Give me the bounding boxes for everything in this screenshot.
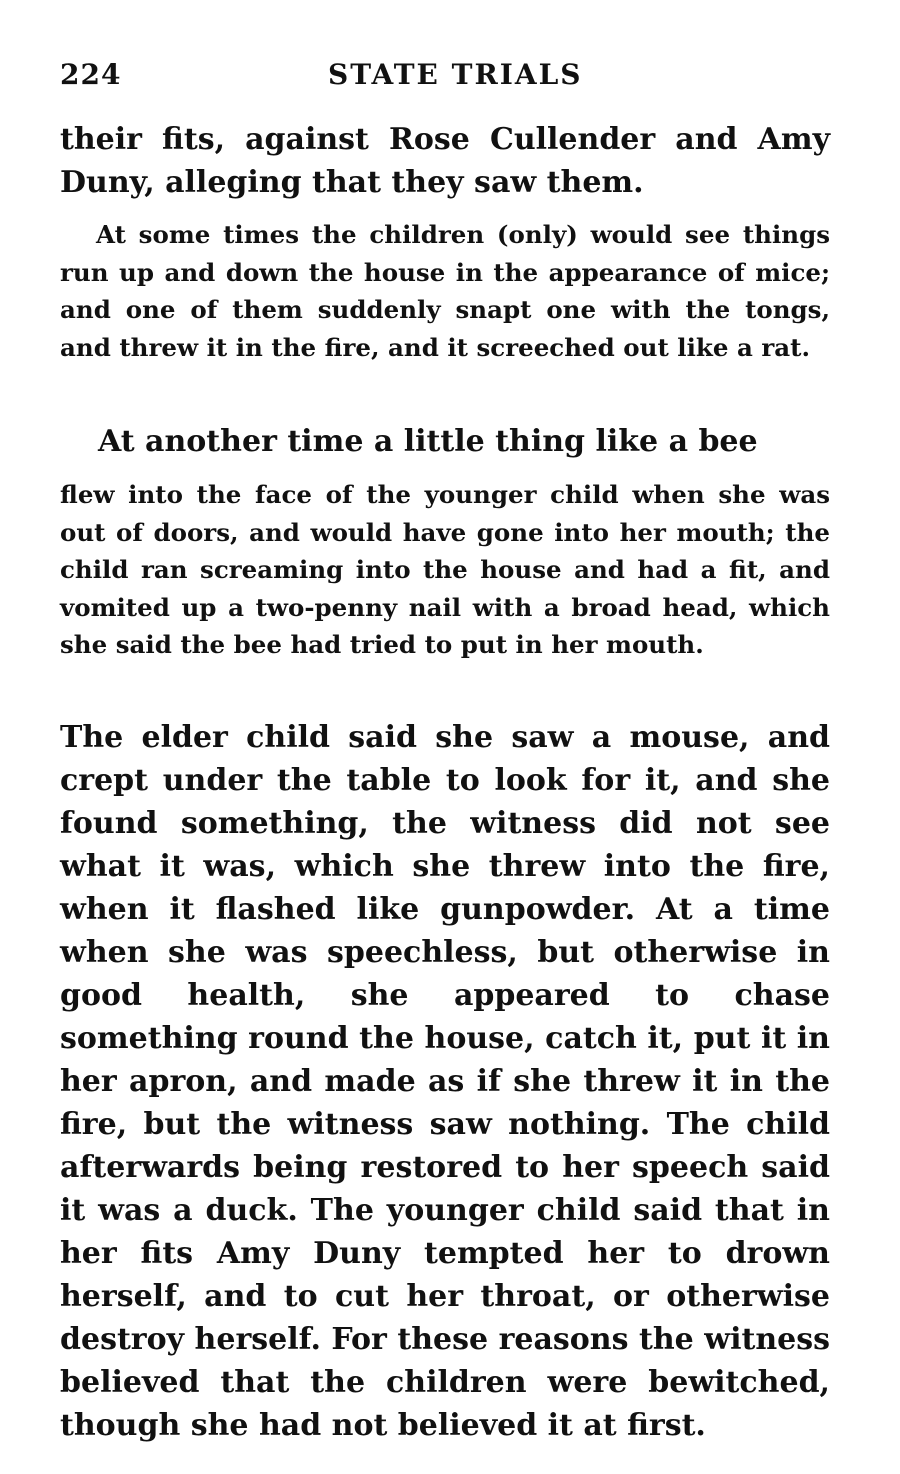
running-title: STATE TRIALS bbox=[328, 58, 583, 91]
paragraph-bee-lead: At another time a little thing like a bee bbox=[98, 424, 758, 459]
paragraph-elder-child: The elder child said she saw a mouse, and crept under the table to look for it, and she found something, the witness did not see what it was, which she threw into the fire, when it flashed like gunpowder. At a time when she was speechless, but otherwise in good health, she appeared to chase something round the house, catch it, put it in her apron, and made as if she threw it in the fire, but the witness saw nothing. The child afterwards being restored to her speech said it was a duck. The younger child said that in her fits Amy Duny tempted her to drown herself, and to cut her throat, or otherwise destroy herself. For these reasons the witness believed that the children were bewitched, though she had not believed it at first. bbox=[60, 720, 830, 1443]
page-number: 224 bbox=[60, 58, 122, 91]
paragraph-bee-detail: flew into the face of the younger child when she was out of doors, and would have gone into her mouth; the child ran screaming into the house and had a fit, and vomited up a two-penny nail with a broad head, which she said the bee had tried to put in her mouth. bbox=[60, 480, 830, 659]
running-head bbox=[60, 58, 830, 98]
paragraph-mice: At some times the children (only) would see things run up and down the house in the appearance of mice; and one of them suddenly snapt one with the tongs, and threw it in the fire, and it screeched out like a rat. bbox=[60, 220, 830, 362]
paragraph-continuation: their fits, against Rose Cullender and Amy Duny, alleging that they saw them. bbox=[60, 122, 830, 200]
